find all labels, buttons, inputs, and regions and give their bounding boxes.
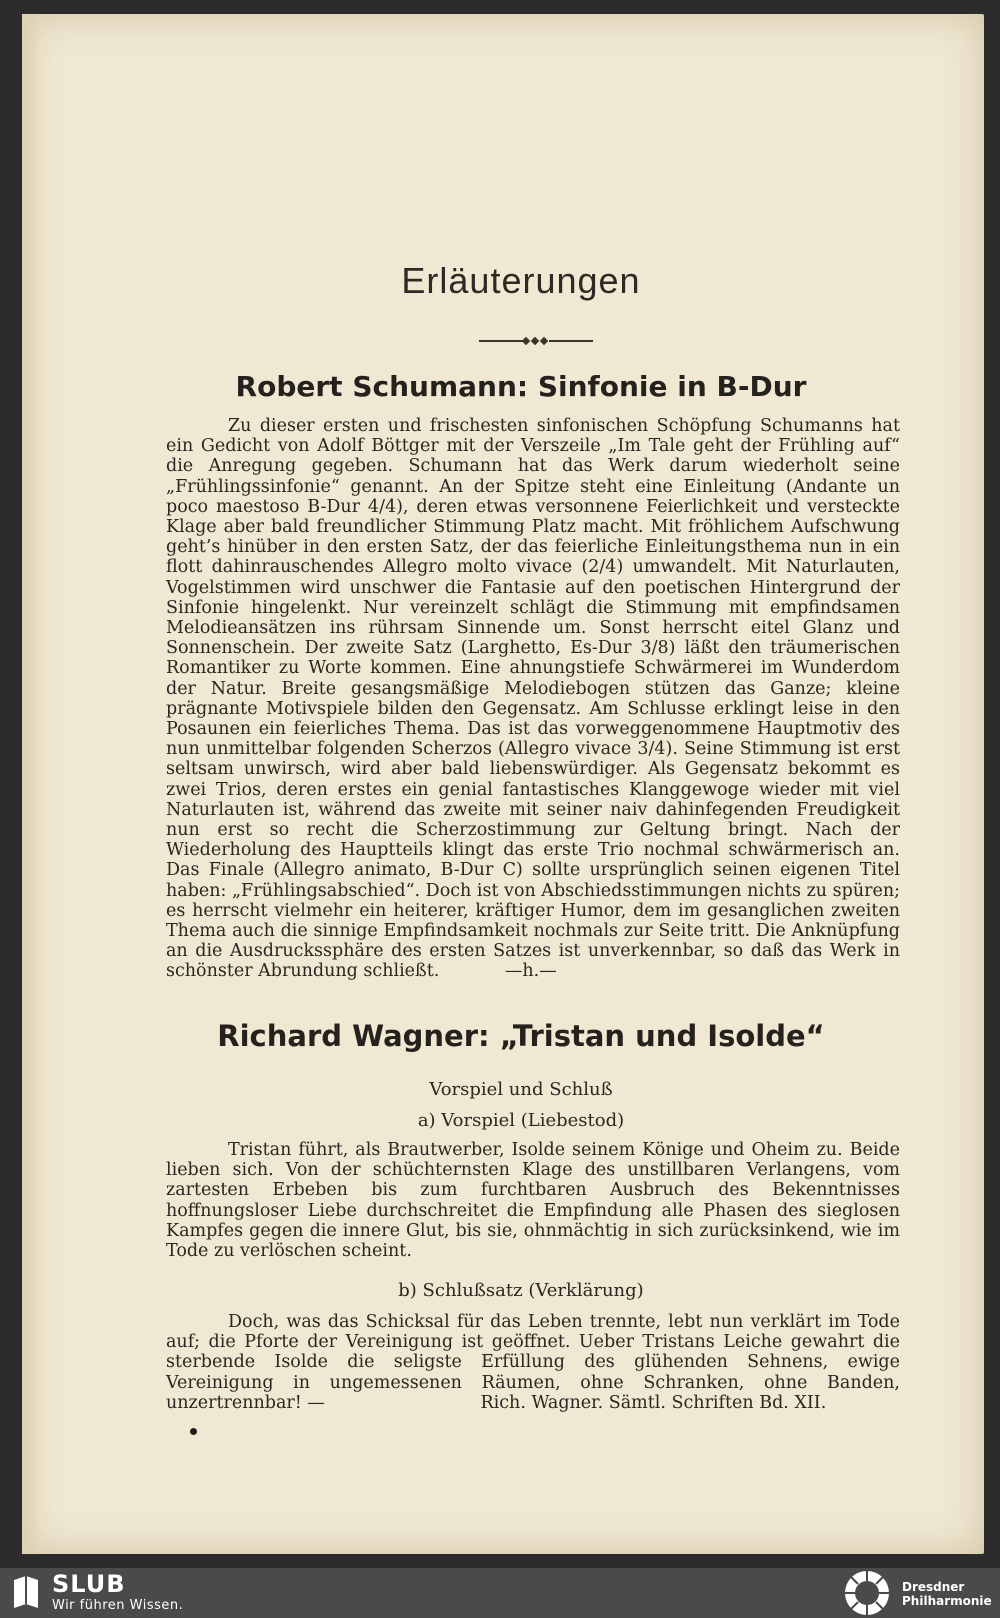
schumann-text <box>166 416 900 982</box>
ornament-diamond-right <box>540 337 548 345</box>
ornament-diamond-center <box>531 337 539 345</box>
slub-book-icon[interactable] <box>12 1574 40 1612</box>
ornament-line-right <box>549 340 593 342</box>
wagner-part-b-body: Doch, was das Schicksal für das Leben trennte, lebt nun verklärt im Tode auf; die Pforte der Vereinigung ist geöffnet. Ueber Tristans Leiche gewahrt die sterbende Isolde die seligste Erfüllung des glühenden Sehnens, ewige Vereinigung in ungemessenen Räumen, ohne Schranken, ohne Banden, unzertrennbar! — <box>166 1312 900 1413</box>
wagner-part-a-body: Tristan führt, als Brautwerber, Isolde seinem Könige und Oheim zu. Beide lieben sich. Von der schüchternsten Klage des unstillbaren Verlangens, vom zartesten Erbeben bis zum furchtbaren Ausbruch des Bekenntnisses hoffnungsloser Liebe durchschreitet die Empfindung alle Phasen des sieglosen Kampfes gegen die innere Glut, bis sie, ohnmächtig in sich zurücksinkend, wie im Tode zu verlöschen scheint. <box>166 1140 900 1262</box>
wagner-part-a-title: a) Vorspiel (Liebestod) <box>417 1110 625 1131</box>
wagner-part-b-text <box>166 1312 900 1413</box>
partner-name-line1: Dresdner <box>902 1580 965 1594</box>
partner-name[interactable] <box>902 1580 992 1608</box>
paper-edge <box>22 14 40 1554</box>
footer-bar <box>0 1568 1000 1618</box>
schumann-heading: Robert Schumann: Sinfonie in B-Dur <box>235 370 807 403</box>
partner-name-line2: Philharmonie <box>902 1594 992 1608</box>
ink-dot <box>190 1428 197 1435</box>
schumann-body: Zu dieser ersten und frischesten sinfonischen Schöpfung Schumanns hat ein Gedicht von Adolf Böttger mit der Verszeile „Im Tale geht der Frühling auf“ die Anregung gegeben. Schumann hat das Werk darum wiederholt seine „Frühlingssinfonie“ genannt. An der Spitze steht eine Einleitung (Andante un poco maestoso B-Dur 4/4), deren etwas versonnene Feierlichkeit und versteckte Klage aber bald freundlicher Stimmung Platz macht. Mit fröhlichem Aufschwung geht’s hinüber in den ersten Satz, der das feierliche Einleitungsthema nun in ein flott dahinrauschendes Allegro molto vivace (2/4) umwandelt. Mit Naturlauten, Vogelstimmen wird unschwer die Fantasie auf den poetischen Hintergrund der Sinfonie hingelenkt. Nur vereinzelt schlägt die Stimmung mit empfindsamen Melodieansätzen ins rührsam Sinnende um. Sonst herrscht eitel Glanz und Sonnenschein. Der zweite Satz (Larghetto, Es-Dur 3/8) läßt den träumerischen Romantiker zu Worte kommen. Eine ahnungstiefe Schwärmerei im Wunderdom der Natur. Breite gesangsmäßige Melodiebogen stützen das Ganze; kleine prägnante Motivspiele bilden den Gegensatz. Am Schlusse erklingt leise in den Posaunen ein feierliches Thema. Das ist das vorweggenommene Hauptmotiv des nun unmittelbar folgenden Scherzos (Allegro vivace 3/4). Seine Stimmung ist erst seltsam unwirsch, wird aber bald liebenswürdiger. Als Gegensatz bekommt es zwei Trios, deren erstes ein genial fantastisches Klanggewoge wieder mit viel Naturlauten ist, während das zweite mit seiner naiv dahinfegenden Freudigkeit nun erst so recht die Scherzostimmung zur Geltung bringt. Nach der Wiederholung des Hauptteils klingt das erste Trio nochmal schwärmerisch an. Das Finale (Allegro animato, B-Dur C) sollte ursprünglich seinen eigenen Titel haben: „Frühlingsabschied“. Doch ist von Abschiedsstimmungen nichts zu spüren; es herrscht vielmehr ein heiterer, kräftiger Humor, dem im gesanglichen zweiten Thema auch die sinnige Empfindsamkeit nochmals zur Seite tritt. Die Anknüpfung an die Ausdruckssphäre des ersten Satzes ist unverkennbar, so daß das Werk in schönster Abrundung schließt. <box>166 416 900 982</box>
ornament-line-left <box>479 340 523 342</box>
philharmonie-sunburst-icon[interactable] <box>842 1568 892 1618</box>
schumann-signoff: —h.— <box>504 961 557 982</box>
wagner-part-b-title: b) Schlußsatz (Verklärung) <box>398 1280 644 1301</box>
library-name[interactable]: SLUB <box>52 1570 126 1598</box>
wagner-heading: Richard Wagner: „Tristan und Isolde“ <box>217 1019 825 1053</box>
wagner-subtitle: Vorspiel und Schluß <box>429 1079 613 1100</box>
document-page <box>22 14 984 1554</box>
title-ornament <box>479 336 591 346</box>
wagner-citation: Rich. Wagner. Sämtl. Schriften Bd. XII. <box>480 1392 827 1413</box>
page-title: Erläuterungen <box>401 260 641 301</box>
library-tagline: Wir führen Wissen. <box>52 1598 184 1613</box>
ornament-diamond-left <box>522 337 530 345</box>
